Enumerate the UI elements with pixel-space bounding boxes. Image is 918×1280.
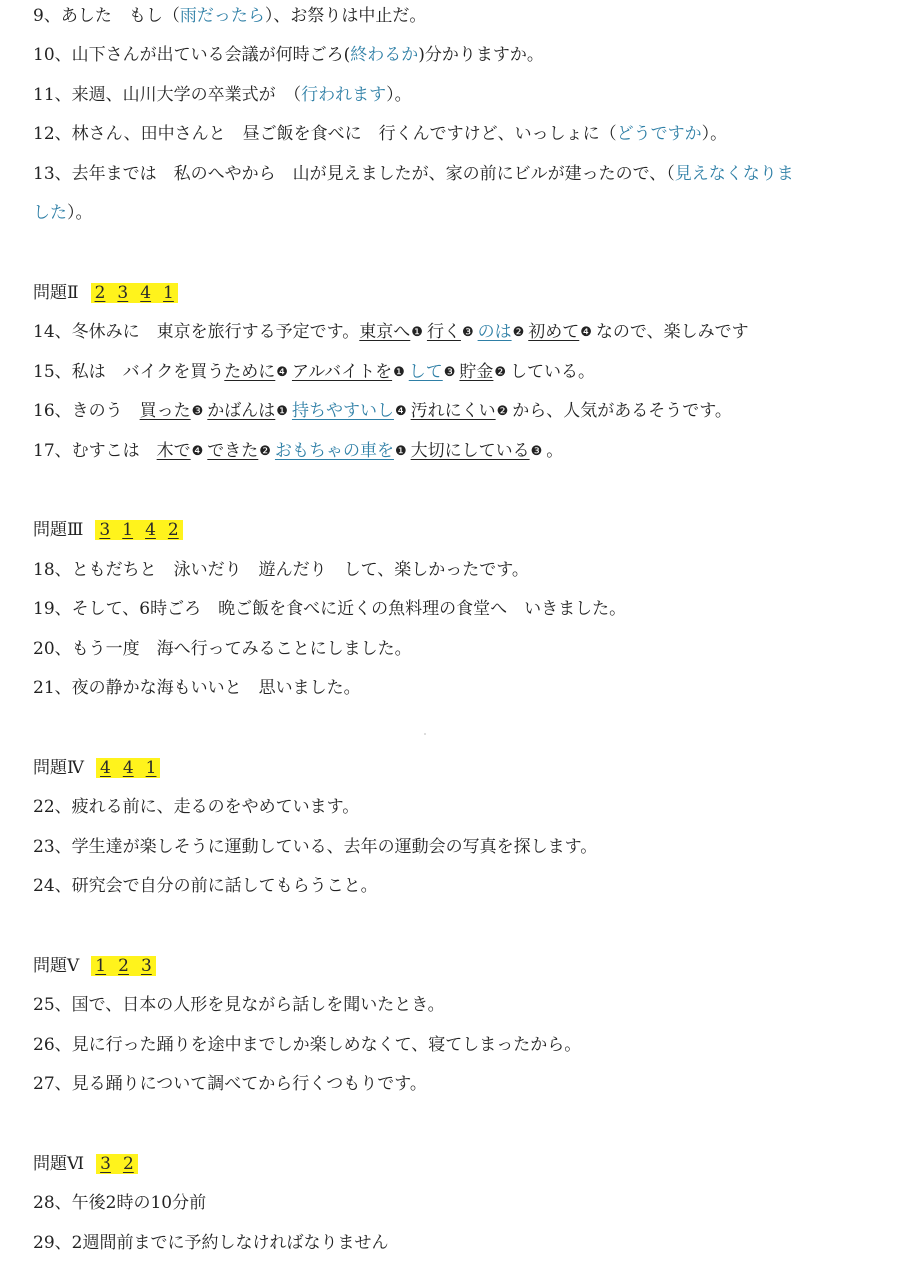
answer-line-q11: [33, 83, 412, 107]
answer-number: 3: [100, 1154, 111, 1174]
section-header-m2: [33, 281, 178, 305]
order-marker: ❶: [411, 325, 423, 340]
order-marker: ❶: [393, 365, 405, 380]
answer-key-highlight: [96, 758, 160, 778]
underlined-choice: 東京へ: [359, 322, 411, 342]
text-segment: 28、午後2時の10分前: [33, 1193, 207, 1213]
answer-line-q10: [33, 43, 544, 67]
scan-speck: [424, 733, 426, 735]
text-segment: 23、学生達が楽しそうに運動している、去年の運動会の写真を探します。: [33, 837, 598, 857]
answer-line-q26: [33, 1033, 581, 1057]
underlined-choice: かばんは: [207, 401, 276, 421]
answer-number: 4: [122, 758, 134, 778]
text-segment: ）。: [67, 203, 93, 223]
underlined-choice: 行われます: [301, 85, 387, 105]
text-segment: 18、ともだちと 泳いだり 遊んだり して、楽しかったです。: [33, 560, 529, 580]
answer-number: 1: [95, 956, 107, 976]
section-label: 問題Ⅵ: [33, 1154, 85, 1174]
underlined-choice: 大切にしている: [410, 441, 530, 461]
answer-line-q23: [33, 835, 597, 859]
answer-number: 3: [99, 520, 111, 540]
answer-line-q24: [33, 874, 378, 898]
text-segment: 20、もう一度 海へ行ってみることにしました。: [33, 639, 412, 659]
order-marker: ❹: [276, 365, 288, 380]
text-segment: 10、山下さんが出ている会議が何時ごろ(: [33, 45, 351, 65]
answer-line-q28: [33, 1191, 206, 1215]
order-marker: ❸: [443, 365, 456, 380]
answer-line-q12: [33, 122, 727, 146]
underlined-choice: ために: [224, 362, 276, 382]
answer-number: 1: [122, 520, 134, 540]
answer-number: 4: [140, 283, 152, 303]
answer-number: 3: [140, 956, 152, 976]
underlined-choice: した: [33, 203, 67, 223]
text-segment: ）。: [701, 124, 728, 144]
text-segment: ）。: [386, 85, 412, 105]
text-segment: 11、来週、山川大学の卒業式が （: [33, 85, 302, 105]
order-marker: ❷: [496, 404, 509, 419]
answer-key-highlight: [96, 1154, 138, 1174]
text-segment: 14、冬休みに 東京を旅行する予定です。: [33, 322, 360, 342]
underlined-choice: 雨だったら: [179, 6, 265, 26]
underlined-choice: 貯金: [459, 362, 494, 382]
text-segment: 16、きのう: [33, 401, 140, 421]
answer-line-q13: [33, 162, 794, 186]
answer-key-highlight: [91, 956, 155, 976]
underlined-choice: 行く: [426, 322, 461, 342]
text-segment: 24、研究会で自分の前に話してもらうこと。: [33, 876, 378, 896]
underlined-choice: 持ちやすいし: [291, 401, 394, 421]
underlined-choice: 見えなくなりま: [674, 164, 794, 184]
text-segment: 22、疲れる前に、走るのをやめています。: [33, 797, 360, 817]
text-segment: 15、私は バイクを買う: [33, 362, 225, 382]
order-marker: ❹: [191, 444, 204, 459]
section-label: 問題Ⅳ: [33, 758, 84, 778]
text-segment: 19、そして、6時ごろ 晩ご飯を食べに近くの魚料理の食堂へ いきました。: [33, 599, 627, 619]
order-marker: ❸: [191, 404, 204, 419]
answer-key-highlight: [91, 283, 178, 303]
answer-line-q9: [33, 4, 426, 28]
order-marker: ❷: [494, 365, 507, 380]
answer-number: 1: [163, 283, 174, 303]
text-segment: 17、むすこは: [33, 441, 157, 461]
answer-number: 2: [118, 956, 129, 976]
order-marker: ❷: [259, 444, 271, 459]
text-segment: なので、楽しみです: [595, 322, 749, 342]
answer-line-q18: [33, 558, 529, 582]
answer-line-q21: [33, 676, 361, 700]
section-label: 問題Ⅲ: [33, 520, 84, 540]
answer-line-q17: [33, 439, 563, 464]
answer-number: 1: [145, 758, 157, 778]
answer-line-q25: [33, 993, 445, 1017]
answer-line-q13b: [33, 201, 93, 225]
text-segment: から、人気があるそうです。: [512, 401, 732, 421]
text-segment: 9、あした もし（: [33, 6, 180, 26]
text-segment: 21、夜の静かな海もいいと 思いました。: [33, 678, 361, 698]
order-marker: ❷: [512, 325, 525, 340]
text-segment: )分かりますか。: [418, 45, 544, 65]
underlined-choice: 買った: [139, 401, 191, 421]
answer-line-q27: [33, 1072, 427, 1096]
order-marker: ❸: [530, 444, 543, 459]
answer-number: 4: [99, 758, 111, 778]
underlined-choice: どうですか: [616, 124, 702, 144]
order-marker: ❶: [394, 444, 407, 459]
section-header-m3: [33, 518, 183, 542]
answer-number: 3: [117, 283, 129, 303]
answer-key-highlight: [95, 520, 182, 540]
answer-number: 2: [94, 283, 106, 303]
underlined-choice: 汚れにくい: [410, 401, 496, 421]
text-segment: 25、国で、日本の人形を見ながら話しを聞いたとき。: [33, 995, 445, 1015]
underlined-choice: して: [408, 362, 443, 382]
section-header-m4: [33, 756, 160, 780]
order-marker: ❸: [461, 325, 474, 340]
underlined-choice: アルバイトを: [291, 362, 393, 382]
answer-number: 2: [167, 520, 179, 540]
answer-number: 4: [145, 520, 156, 540]
answer-line-q20: [33, 637, 412, 661]
underlined-choice: 初めて: [528, 322, 580, 342]
text-segment: 13、去年までは 私のへやから 山が見えましたが、家の前にビルが建ったので、（: [33, 164, 675, 184]
underlined-choice: 終わるか: [350, 45, 419, 65]
section-header-m6: [33, 1152, 138, 1176]
answer-line-q29: [33, 1231, 388, 1255]
answer-line-q22: [33, 795, 359, 819]
section-header-m5: [33, 954, 156, 978]
text-segment: 26、見に行った踊りを途中までしか楽しめなくて、寝てしまったから。: [33, 1035, 582, 1055]
order-marker: ❶: [276, 404, 288, 419]
text-segment: 27、見る踊りについて調べてから行くつもりです。: [33, 1074, 427, 1094]
text-segment: している。: [510, 362, 596, 382]
text-segment: 。: [546, 441, 564, 461]
text-segment: 29、2週間前までに予約しなければなりません: [33, 1233, 389, 1253]
answer-number: 2: [122, 1154, 134, 1174]
underlined-choice: のは: [477, 322, 512, 342]
order-marker: ❹: [394, 404, 407, 419]
answer-line-q16: [33, 399, 732, 424]
underlined-choice: おもちゃの車を: [274, 441, 394, 461]
underlined-choice: 木で: [156, 441, 191, 461]
text-segment: ）、お祭りは中止だ。: [264, 6, 427, 26]
answer-line-q19: [33, 597, 626, 621]
order-marker: ❹: [580, 325, 592, 340]
section-label: 問題Ⅴ: [33, 956, 80, 976]
answer-line-q15: [33, 360, 595, 385]
text-segment: 12、林さん、田中さんと 昼ご飯を食べに 行くんですけど、いっしょに（: [33, 124, 617, 144]
underlined-choice: できた: [207, 441, 259, 461]
section-label: 問題Ⅱ: [33, 283, 79, 303]
answer-line-q14: [33, 320, 749, 345]
